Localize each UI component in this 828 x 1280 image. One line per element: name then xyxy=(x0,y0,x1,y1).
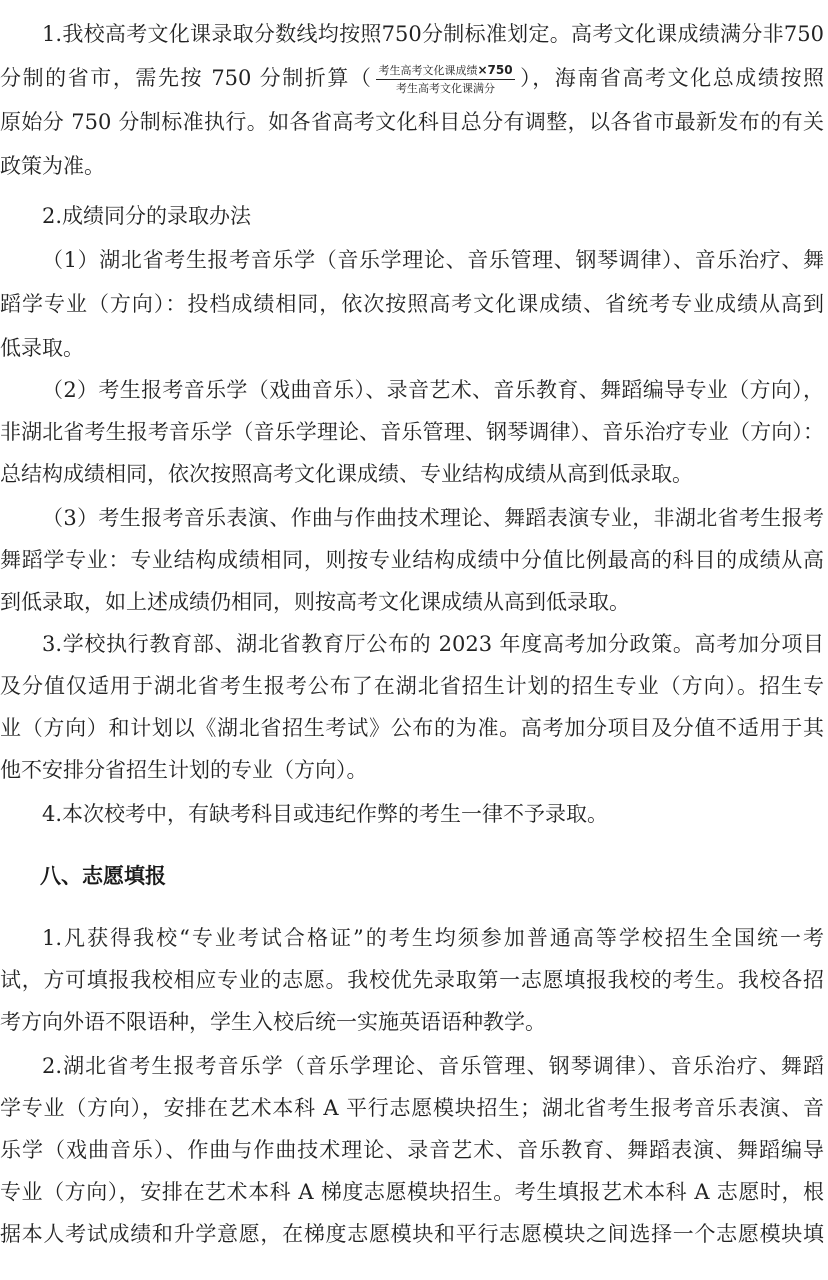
s8-item1-line3: 考方向外语不限语种，学生入校后统一实施英语语种教学。 xyxy=(0,1010,546,1034)
item3-line3: 业（方向）和计划以《湖北省招生考试》公布的为准。高考加分项目及分值不适用于其 xyxy=(0,716,824,740)
s8-item2-line2: 学专业（方向），安排在艺术本科 A 平行志愿模块招生；湖北省考生报考音乐表演、音 xyxy=(0,1096,824,1120)
item2-title: 2.成绩同分的录取办法 xyxy=(42,204,252,228)
section-heading: 八、志愿填报 xyxy=(40,864,166,888)
item1-line2 xyxy=(0,56,828,100)
sub3-line1: （3）考生报考音乐表演、作曲与作曲技术理论、舞蹈表演专业，非湖北省考生报考 xyxy=(42,506,824,530)
sub2-line3: 总结构成绩相同，依次按照高考文化课成绩、专业结构成绩从高到低录取。 xyxy=(0,462,693,486)
fraction-multiplier: ×750 xyxy=(477,63,513,77)
item3-line4: 他不安排分省招生计划的专业（方向）。 xyxy=(0,758,368,782)
sub2-line2: 非湖北省考生报考音乐学（音乐学理论、音乐管理、钢琴调律）、音乐治疗专业（方向）： xyxy=(0,420,824,444)
s8-item2-line5: 据本人考试成绩和升学意愿，在梯度志愿模块和平行志愿模块之间选择一个志愿模块填 xyxy=(0,1222,824,1246)
s8-item2-line4: 专业（方向），安排在艺术本科 A 梯度志愿模块招生。考生填报艺术本科 A 志愿时，根 xyxy=(0,1180,824,1204)
item1-line2-after: ），海南省高考文化总成绩按照 xyxy=(518,66,825,90)
item1-line2-before: 分制的省市，需先按 750 分制折算（ xyxy=(0,66,373,90)
item4: 4.本次校考中，有缺考科目或违纪作弊的考生一律不予录取。 xyxy=(42,802,609,826)
item1-line1: 1.我校高考文化课录取分数线均按照750分制标准划定。高考文化课成绩满分非750 xyxy=(42,22,824,46)
conversion-fraction xyxy=(376,63,514,96)
sub3-line2: 舞蹈学专业：专业结构成绩相同，则按专业结构成绩中分值比例最高的科目的成绩从高 xyxy=(0,548,824,572)
s8-item2-line3: 乐学（戏曲音乐）、作曲与作曲技术理论、录音艺术、音乐教育、舞蹈表演、舞蹈编导 xyxy=(0,1138,824,1162)
s8-item2-line1: 2.湖北省考生报考音乐学（音乐学理论、音乐管理、钢琴调律）、音乐治疗、舞蹈 xyxy=(42,1054,824,1078)
sub2-line1: （2）考生报考音乐学（戏曲音乐）、录音艺术、音乐教育、舞蹈编导专业（方向）， xyxy=(42,378,824,402)
item1-line4: 政策为准。 xyxy=(0,154,105,178)
sub3-line3: 到低录取，如上述成绩仍相同，则按高考文化课成绩从高到低录取。 xyxy=(0,590,630,614)
sub1-line3: 低录取。 xyxy=(0,336,84,360)
item3-line2: 及分值仅适用于湖北省考生报考公布了在湖北省招生计划的招生专业（方向）。招生专 xyxy=(0,674,824,698)
s8-item1-line1: 1.凡获得我校“专业考试合格证”的考生均须参加普通高等学校招生全国统一考 xyxy=(42,926,824,950)
sub1-line2: 蹈学专业（方向）：投档成绩相同，依次按照高考文化课成绩、省统考专业成绩从高到 xyxy=(0,292,824,316)
item3-line1: 3.学校执行教育部、湖北省教育厅公布的 2023 年度高考加分政策。高考加分项目 xyxy=(42,632,824,656)
s8-item1-line2: 试，方可填报我校相应专业的志愿。我校优先录取第一志愿填报我校的考生。我校各招 xyxy=(0,968,824,992)
item1-line3: 原始分 750 分制标准执行。如各省高考文化科目总分有调整，以各省市最新发布的有关 xyxy=(0,110,824,134)
fraction-denominator: 考生高考文化课满分 xyxy=(396,82,496,95)
fraction-numerator: 考生高考文化课成绩×750 xyxy=(376,63,514,80)
sub1-line1: （1）湖北省考生报考音乐学（音乐学理论、音乐管理、钢琴调律）、音乐治疗、舞 xyxy=(42,248,824,272)
